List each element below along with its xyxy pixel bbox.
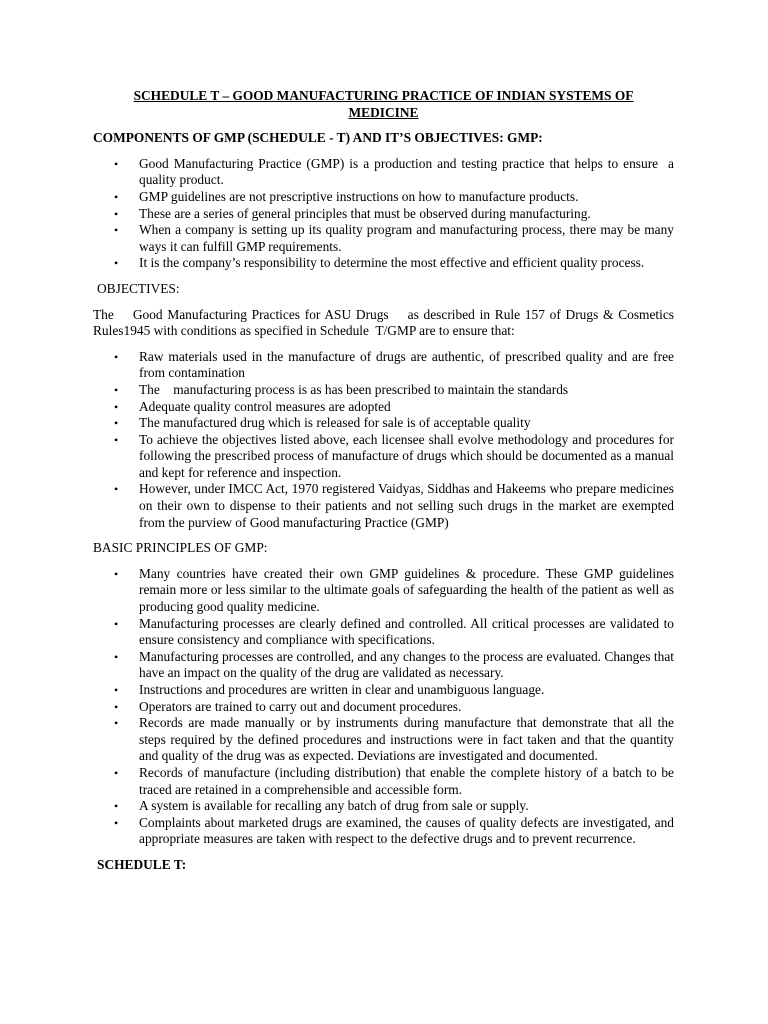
list-item-text: It is the company’s responsibility to determine the most effective and efficient quality process. bbox=[139, 255, 645, 271]
bullet-icon: • bbox=[114, 716, 119, 731]
bullet-icon: • bbox=[114, 382, 119, 397]
bullet-icon: • bbox=[114, 566, 119, 581]
list-item-text: However, under IMCC Act, 1970 registered Vaidyas, Siddhas and Hakeems who prepare medicines on their own to dispense to their patients and not selling such drugs in the market are exempted from the purview of Good manufacturing Practice (GMP) bbox=[139, 481, 678, 530]
bullet-icon: • bbox=[114, 156, 119, 171]
document-title: SCHEDULE T – GOOD MANUFACTURING PRACTICE OF INDIAN SYSTEMS OF MEDICINE bbox=[133, 88, 634, 120]
components-list bbox=[93, 155, 678, 272]
list-item bbox=[93, 798, 674, 815]
bullet-icon: • bbox=[114, 206, 119, 221]
list-item bbox=[93, 382, 674, 399]
list-item-text: Manufacturing processes are clearly defined and controlled. All critical processes are validated to ensure consistency and compliance with specifications. bbox=[139, 615, 678, 648]
list-item-text: Raw materials used in the manufacture of drugs are authentic, of prescribed quality and are free from contamination bbox=[139, 348, 678, 381]
list-item bbox=[93, 615, 678, 649]
list-item-text: To achieve the objectives listed above, each licensee shall evolve methodology and procedures for following the prescribed process of manufacture of drugs which should be documented as a manual and kept for reference and inspection. bbox=[139, 431, 678, 480]
list-item-text: The manufacturing process is as has been prescribed to maintain the standards bbox=[139, 381, 569, 397]
list-item bbox=[93, 715, 678, 765]
list-item bbox=[93, 648, 678, 682]
bullet-icon: • bbox=[114, 189, 119, 204]
list-item-text: When a company is setting up its quality program and manufacturing process, there may be many ways it can fulfill GMP requirements. bbox=[139, 222, 678, 254]
objectives-heading: OBJECTIVES: bbox=[97, 280, 180, 296]
list-item-text: These are a series of general principles that must be observed during manufacturing. bbox=[139, 205, 591, 221]
list-item bbox=[93, 814, 678, 848]
bullet-icon: • bbox=[114, 416, 119, 431]
list-item bbox=[93, 189, 674, 206]
document-page bbox=[93, 88, 678, 883]
list-item-text: The manufactured drug which is released for sale is of acceptable quality bbox=[139, 415, 531, 431]
principles-heading: BASIC PRINCIPLES OF GMP: bbox=[93, 540, 268, 556]
list-item-text: Operators are trained to carry out and document procedures. bbox=[139, 698, 462, 714]
list-item bbox=[93, 399, 674, 416]
bullet-icon: • bbox=[114, 699, 119, 714]
list-item-text: Instructions and procedures are written in clear and unambiguous language. bbox=[139, 682, 545, 697]
list-item bbox=[93, 206, 674, 223]
list-item-text: Good Manufacturing Practice (GMP) is a production and testing practice that helps to ensure a quality product. bbox=[139, 155, 678, 188]
list-item-text: Adequate quality control measures are adopted bbox=[139, 398, 391, 414]
bullet-icon: • bbox=[114, 815, 119, 830]
bullet-icon: • bbox=[114, 432, 119, 447]
list-item bbox=[93, 255, 674, 272]
list-item bbox=[93, 431, 678, 482]
bullet-icon: • bbox=[114, 616, 119, 631]
list-item bbox=[93, 699, 674, 716]
list-item bbox=[93, 155, 678, 189]
list-item bbox=[93, 481, 678, 531]
list-item-text: A system is available for recalling any batch of drug from sale or supply. bbox=[139, 798, 529, 814]
list-item bbox=[93, 222, 678, 255]
bullet-icon: • bbox=[114, 482, 119, 497]
bullet-icon: • bbox=[114, 256, 119, 271]
objectives-paragraph: The Good Manufacturing Practices for ASU Drugs as described in Rule 157 of Drugs & Cosmetics Rules1945 with conditions as specified in Schedule T/GMP are to ensure that: bbox=[93, 306, 678, 339]
list-item bbox=[93, 415, 674, 432]
bullet-icon: • bbox=[114, 649, 119, 664]
list-item-text: GMP guidelines are not prescriptive instructions on how to manufacture products. bbox=[139, 188, 579, 204]
list-item bbox=[93, 682, 674, 699]
bullet-icon: • bbox=[114, 765, 119, 780]
objectives-list bbox=[93, 348, 678, 532]
list-item bbox=[93, 764, 678, 798]
bullet-icon: • bbox=[114, 399, 119, 414]
list-item-text: Many countries have created their own GMP guidelines & procedure. These GMP guidelines remain more or less similar to the ultimate goals of safeguarding the health of the patient as well as producing good quality medicine. bbox=[139, 565, 678, 615]
list-item-text: Records of manufacture (including distribution) that enable the complete history of a batch to be traced are retained in a comprehensible and accessible form. bbox=[139, 764, 678, 797]
components-heading: COMPONENTS OF GMP (SCHEDULE - T) AND IT’S OBJECTIVES: GMP: bbox=[93, 130, 543, 146]
bullet-icon: • bbox=[114, 349, 119, 364]
list-item bbox=[93, 348, 678, 382]
bullet-icon: • bbox=[114, 799, 119, 814]
list-item bbox=[93, 565, 678, 616]
list-item-text: Records are made manually or by instruments during manufacture that demonstrate that all the steps required by the defined procedures and instructions were in fact taken and that the quantity and quality of the drug was as expected. Deviations are investigated and documented. bbox=[139, 715, 678, 764]
principles-list bbox=[93, 565, 678, 848]
list-item-text: Manufacturing processes are controlled, and any changes to the process are evaluated. Changes that have an impact on the quality of the drug are validated as necessary. bbox=[139, 648, 678, 681]
bullet-icon: • bbox=[114, 223, 119, 238]
list-item-text: Complaints about marketed drugs are examined, the causes of quality defects are investigated, and appropriate measures are taken with respect to the defective drugs and to prevent recurrence. bbox=[139, 814, 678, 847]
bullet-icon: • bbox=[114, 683, 119, 697]
schedule-t-heading: SCHEDULE T: bbox=[97, 856, 187, 872]
